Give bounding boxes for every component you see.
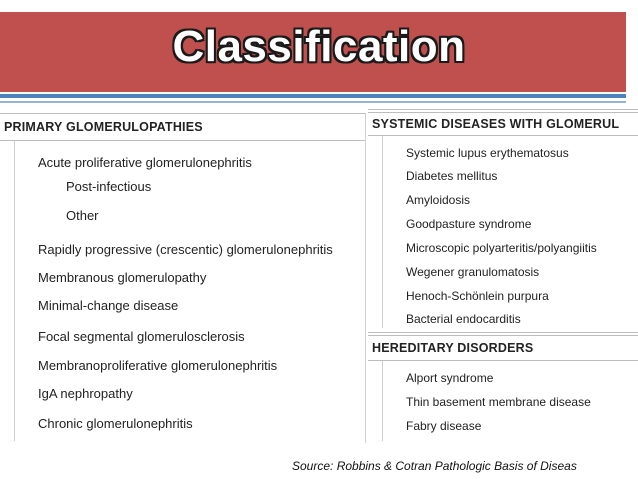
section-rule bbox=[368, 332, 638, 336]
list-item: Focal segmental glomerulosclerosis bbox=[38, 329, 245, 344]
accent-stripe bbox=[0, 94, 626, 98]
accent-stripe-thin bbox=[0, 101, 626, 103]
table-heading: PRIMARY GLOMERULOPATHIES bbox=[4, 120, 203, 134]
systemic-hereditary-table bbox=[368, 106, 638, 443]
heading-rule bbox=[368, 135, 638, 136]
list-item: Other bbox=[66, 208, 99, 223]
list-item: Alport syndrome bbox=[406, 371, 494, 385]
table-left-border bbox=[14, 141, 15, 441]
list-item: Wegener granulomatosis bbox=[406, 265, 540, 279]
list-item: Amyloidosis bbox=[406, 193, 471, 207]
list-item: IgA nephropathy bbox=[38, 386, 133, 401]
systemic-heading: SYSTEMIC DISEASES WITH GLOMERUL bbox=[372, 117, 620, 131]
list-item: Membranoproliferative glomerulonephritis bbox=[38, 358, 278, 373]
primary-glomerulopathies-table bbox=[0, 113, 366, 443]
list-item: Diabetes mellitus bbox=[406, 169, 498, 183]
list-item: Fabry disease bbox=[406, 419, 482, 433]
table-top-rule bbox=[368, 109, 638, 113]
list-item: Minimal-change disease bbox=[38, 298, 179, 313]
list-item: Systemic lupus erythematosus bbox=[406, 146, 569, 160]
slide-title: Classification bbox=[172, 22, 466, 71]
list-item: Goodpasture syndrome bbox=[406, 217, 532, 231]
table-top-rule bbox=[0, 113, 365, 114]
hereditary-heading: HEREDITARY DISORDERS bbox=[372, 341, 534, 355]
list-item: Acute proliferative glomerulonephritis bbox=[38, 155, 252, 170]
source-caption: Source: Robbins & Cotran Pathologic Basis of Diseas bbox=[292, 459, 577, 473]
list-item: Chronic glomerulonephritis bbox=[38, 416, 193, 431]
list-item: Thin basement membrane disease bbox=[406, 395, 591, 409]
heading-rule bbox=[0, 140, 365, 141]
table-left-border bbox=[382, 136, 383, 328]
list-item: Bacterial endocarditis bbox=[406, 312, 521, 326]
list-item: Post-infectious bbox=[66, 179, 152, 194]
heading-rule bbox=[368, 360, 638, 361]
list-item: Membranous glomerulopathy bbox=[38, 270, 207, 285]
list-item: Rapidly progressive (crescentic) glomerulonephritis bbox=[38, 242, 333, 257]
table-left-border bbox=[382, 361, 383, 441]
list-item: Henoch-Schönlein purpura bbox=[406, 289, 549, 303]
list-item: Microscopic polyarteritis/polyangiitis bbox=[406, 241, 597, 255]
